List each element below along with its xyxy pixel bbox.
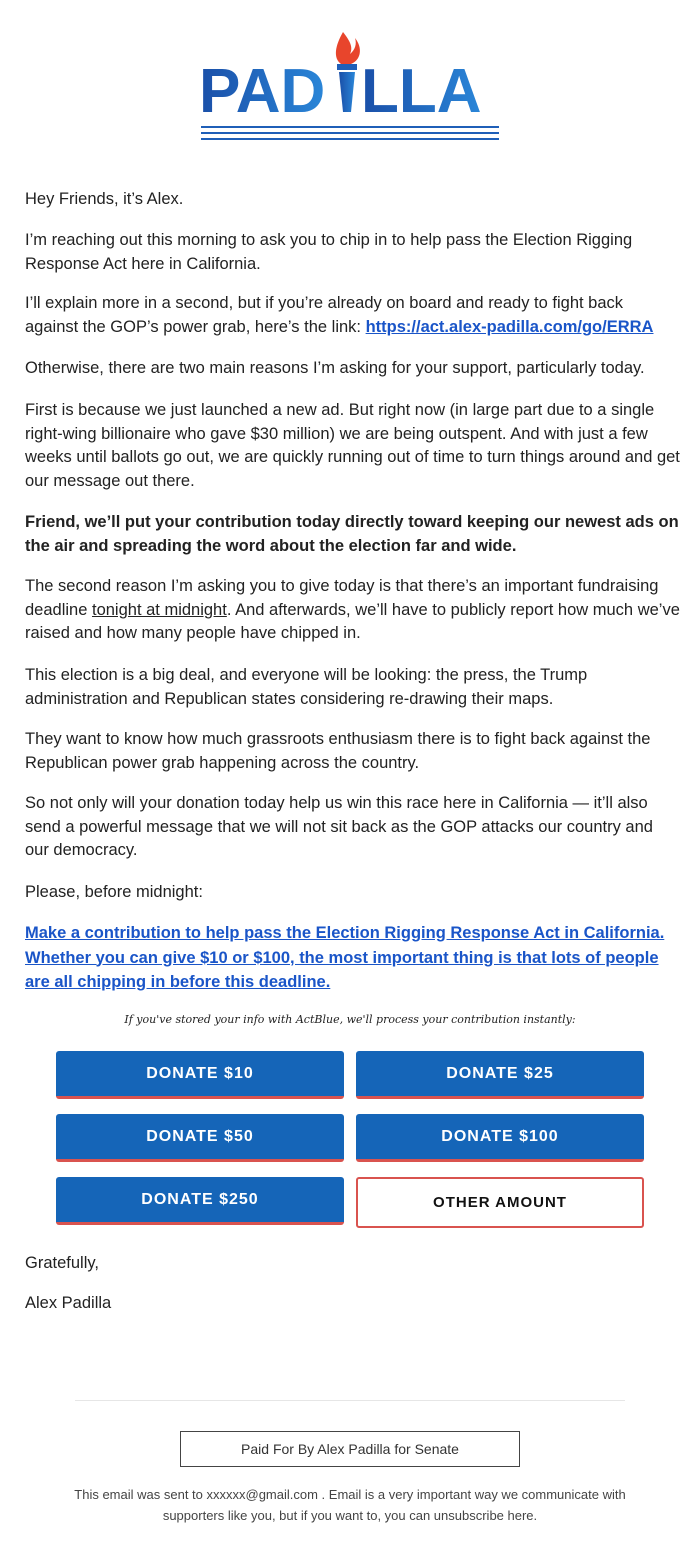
svg-text:LLA: LLA: [361, 57, 482, 126]
paragraph-9: So not only will your donation today help us win this race here in California — it’ll also send a powerful message that we will not sit back as the GOP attacks our country and our democracy.: [25, 794, 653, 859]
donate-50-button[interactable]: DONATE $50: [56, 1114, 344, 1162]
paragraph-10: Please, before midnight:: [25, 883, 203, 901]
donate-100-button[interactable]: DONATE $100: [356, 1114, 644, 1162]
recipient-email: xxxxxx@gmail.com: [206, 1487, 318, 1502]
paragraph-8: They want to know how much grassroots enthusiasm there is to fight back against the Republican power grab happening across the country.: [25, 730, 651, 772]
erra-link[interactable]: https://act.alex-padilla.com/go/ERRA: [365, 317, 654, 336]
padilla-logo: [195, 28, 505, 148]
flame-icon: [336, 32, 360, 64]
paid-for-disclaimer: Paid For By Alex Padilla for Senate: [180, 1431, 520, 1467]
footer-divider: [75, 1400, 625, 1401]
paragraph-3: Otherwise, there are two main reasons I’m asking for your support, particularly today.: [25, 359, 645, 377]
paragraph-5-bold: Friend, we’ll put your contribution today directly toward keeping our newest ads on the air and spreading the word about the election far and wide.: [25, 513, 679, 555]
paragraph-2: I’ll explain more in a second, but if you’re already on board and ready to fight back against the GOP’s power grab, here’s the link: https://act.alex-padilla.com/go/ERRA: [25, 294, 654, 336]
closing: Gratefully,: [25, 1254, 99, 1272]
donate-250-button[interactable]: DONATE $250: [56, 1177, 344, 1225]
header-logo: [0, 0, 700, 160]
signature-name: Alex Padilla: [25, 1294, 112, 1312]
actblue-note: If you've stored your info with ActBlue, we'll process your contribution instantly:: [124, 1013, 576, 1026]
paragraph-1: I’m reaching out this morning to ask you to chip in to help pass the Election Rigging Response Act here in California.: [25, 231, 633, 273]
torch-icon: [339, 72, 355, 112]
greeting: Hey Friends, it’s Alex.: [25, 190, 184, 208]
donate-10-button[interactable]: DONATE $10: [56, 1051, 344, 1099]
paragraph-7: This election is a big deal, and everyone will be looking: the press, the Trump administration and Republican states considering re-drawing their maps.: [25, 666, 588, 708]
contribution-cta-link[interactable]: Make a contribution to help pass the Election Rigging Response Act in California. Whether you can give $10 or $100, the most important thing is that lots of people are all chipping in before this deadline.: [25, 924, 665, 991]
paragraph-6: The second reason I’m asking you to give today is that there’s an important fundraising deadline tonight at midnight. And afterwards, we’ll have to publicly report how much we’ve raised and how many people have chipped in.: [25, 577, 680, 642]
donate-25-button[interactable]: DONATE $25: [356, 1051, 644, 1099]
deadline-underline: tonight at midnight: [91, 600, 227, 619]
svg-text:PAD: PAD: [199, 57, 326, 126]
other-amount-button[interactable]: OTHER AMOUNT: [356, 1177, 644, 1228]
footer-text: This email was sent to xxxxxx@gmail.com . Email is a very important way we communicate with supporters like you, but if you want to, you can unsubscribe here.: [74, 1487, 626, 1523]
paragraph-4: First is because we just launched a new ad. But right now (in large part due to a single right-wing billionaire who gave $30 million) we are being outspent. And with just a few weeks until ballots go out, we are quickly running out of time to turn things around and get our message out there.: [25, 401, 680, 490]
